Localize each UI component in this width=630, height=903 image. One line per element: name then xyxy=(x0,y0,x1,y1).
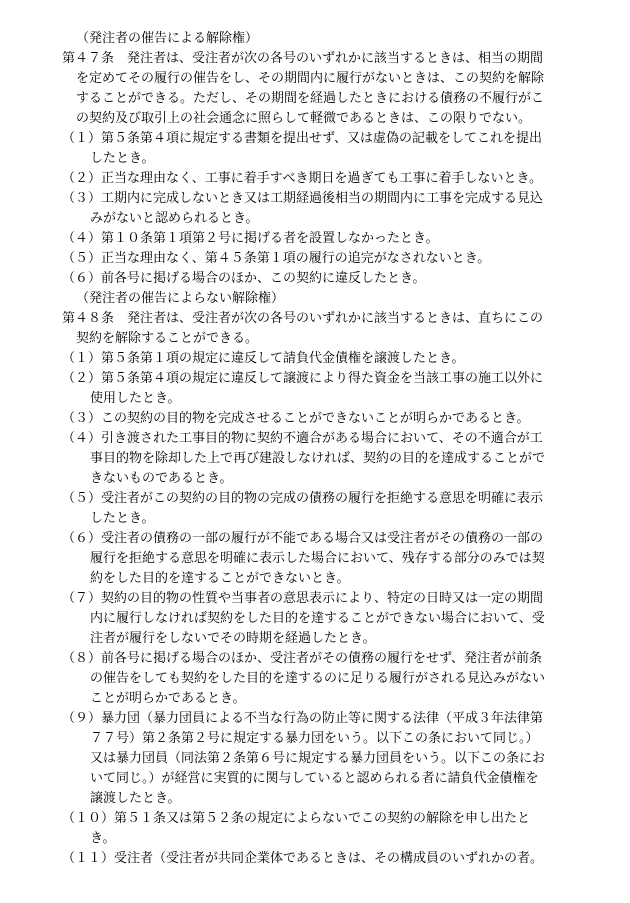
article-48-item-10-line-1: （１０）第５１条又は第５２条の規定によらないでこの契約の解除を申し出たと xyxy=(62,811,531,826)
article-48-item-9-line-2: ７７号）第２条第２号に規定する暴力団をいう。以下この条において同じ。） xyxy=(90,731,539,746)
article-48-item-7-line-1: （７）契約の目的物の性質や当事者の意思表示により、特定の日時又は一定の期間 xyxy=(62,591,544,606)
article-48-item-11-line-1: （１１）受注者（受注者が共同企業体であるときは、その構成員のいずれかの者。 xyxy=(62,851,544,866)
article-47-line-2: を定めてその履行の催告をし、その期間内に履行がないときは、この契約を解除 xyxy=(76,71,545,86)
article-47-item-6: （６）前各号に掲げる場合のほか、この契約に違反したとき。 xyxy=(62,271,426,286)
article-48-item-5-line-2: したとき。 xyxy=(90,511,155,526)
article-47-line-3: することができる。ただし、その期間を経過したときにおける債務の不履行がこ xyxy=(76,91,545,106)
article-47-item-3-line-1: （３）工期内に完成しないとき又は工期経過後相当の期間内に工事を完成する見込 xyxy=(62,191,544,206)
article-48-item-4-line-3: きないものであるとき。 xyxy=(90,471,233,486)
article-48-item-8-line-1: （８）前各号に掲げる場合のほか、受注者がその債務の履行をせず、発注者が前条 xyxy=(62,651,542,666)
article-47-item-4: （４）第１０条第１項第２号に掲げる者を設置しなかったとき。 xyxy=(62,231,439,246)
article-48-item-8-line-3: ことが明らかであるとき。 xyxy=(90,691,246,706)
article-48-item-6-line-1: （６）受注者の債務の一部の履行が不能である場合又は受注者がその債務の一部の xyxy=(62,531,544,546)
article-48-item-10-line-2: き。 xyxy=(90,831,116,846)
article-48-line-1: 第４８条 発注者は、受注者が次の各号のいずれかに該当するときは、直ちにこの xyxy=(62,311,544,326)
article-47-item-3-line-2: みがないと認められるとき。 xyxy=(90,211,259,226)
article-48-item-9-line-3: 又は暴力団員（同法第２条第６号に規定する暴力団員をいう。以下この条にお xyxy=(90,751,546,766)
article-48-item-9-line-4: いて同じ。）が経営に実質的に関与していると認められる者に請負代金債権を xyxy=(90,771,539,786)
article-48-item-5-line-1: （５）受注者がこの契約の目的物の完成の債務の履行を拒絶する意思を明確に表示 xyxy=(62,491,544,506)
article-47-line-4: の契約及び取引上の社会通念に照らして軽微であるときは、この限りでない。 xyxy=(76,111,532,126)
article-48-item-7-line-2: 内に履行しなければ契約をした目的を達することができない場合において、受 xyxy=(90,611,545,626)
article-47-item-5: （５）正当な理由なく、第４５条第１項の履行の追完がなされないとき。 xyxy=(62,251,491,266)
article-48-item-9-line-1: （９）暴力団（暴力団員による不当な行為の防止等に関する法律（平成３年法律第 xyxy=(62,711,544,726)
article-48-item-2-line-2: 使用したとき。 xyxy=(90,391,181,406)
article-48-item-4-line-2: 事目的物を除却した上で再び建設しなければ、契約の目的を達成することがで xyxy=(90,451,546,466)
article-48-item-6-line-3: 約をした目的を達することができないとき。 xyxy=(90,571,350,586)
article-48-item-2-line-1: （２）第５条第４項の規定に違反して譲渡により得た資金を当該工事の施工以外に xyxy=(62,371,544,386)
article-48-item-4-line-1: （４）引き渡された工事目的物に契約不適合がある場合において、その不適合が工 xyxy=(62,431,543,446)
article-48-line-2: 契約を解除することができる。 xyxy=(76,331,259,346)
article-48-item-7-line-3: 注者が履行をしないでその時期を経過したとき。 xyxy=(90,631,376,646)
article-47-heading: （発注者の催告による解除権） xyxy=(76,31,259,46)
article-47-item-1-line-2: したとき。 xyxy=(90,151,155,166)
article-47-item-2: （２）正当な理由なく、工事に着手すべき期日を過ぎても工事に着手しないとき。 xyxy=(62,171,542,186)
article-47-item-1-line-1: （１）第５条第４項に規定する書類を提出せず、又は虚偽の記載をしてこれを提出 xyxy=(62,131,542,146)
article-47-line-1: 第４７条 発注者は、受注者が次の各号のいずれかに該当するときは、相当の期間 xyxy=(62,51,544,66)
article-48-item-9-line-5: 譲渡したとき。 xyxy=(90,791,181,806)
article-48-item-1: （１）第５条第１項の規定に違反して請負代金債権を譲渡したとき。 xyxy=(62,351,465,366)
article-48-item-8-line-2: の催告をしても契約をした目的を達するのに足りる履行がされる見込みがない xyxy=(90,671,546,686)
article-48-item-6-line-2: 履行を拒絶する意思を明確に表示した場合において、残存する部分のみでは契 xyxy=(90,551,545,566)
article-48-heading: （発注者の催告によらない解除権） xyxy=(76,291,285,306)
article-48-item-3: （３）この契約の目的物を完成させることができないことが明らかであるとき。 xyxy=(62,411,530,426)
